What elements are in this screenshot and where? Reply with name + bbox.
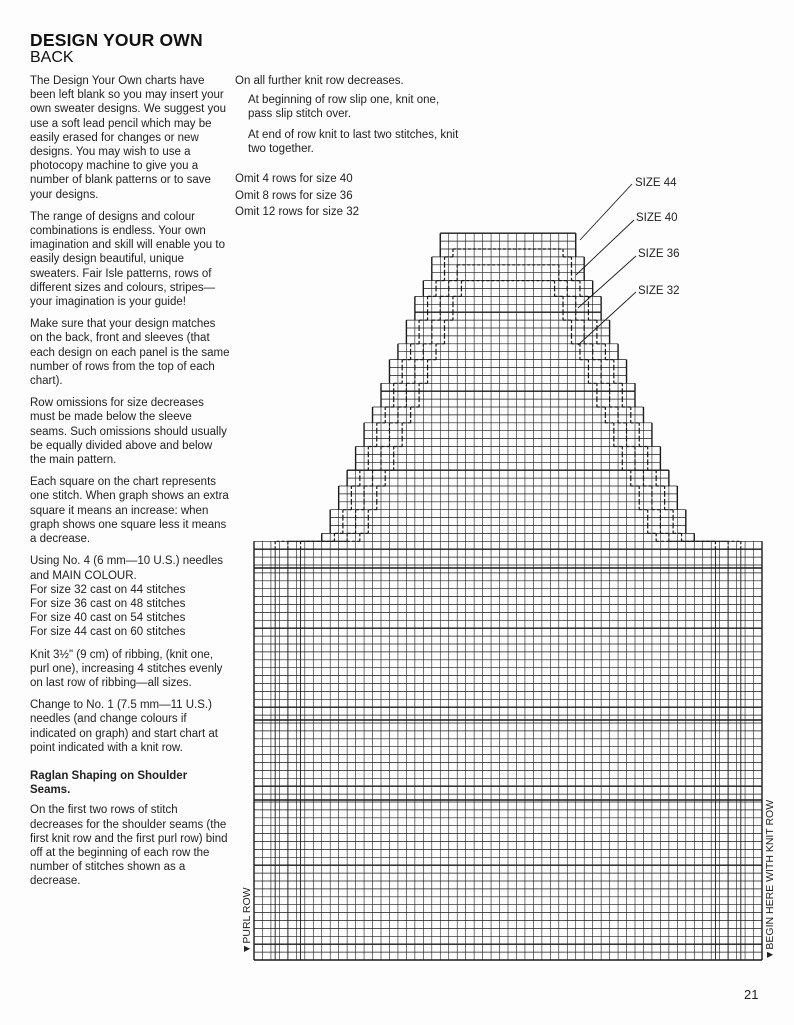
cast-on-32: For size 32 cast on 44 stitches [30,583,186,596]
raglan-heading: Raglan Shaping on Shoulder Seams. [30,769,188,797]
omit-size-36: Omit 8 rows for size 36 [235,189,353,202]
needles-line: Using No. 4 (6 mm—10 U.S.) needles and MAIN COLOUR. [30,555,224,582]
purl-row-label: ▼PURL ROW [241,887,253,954]
page-number: 21 [744,987,759,1002]
cast-on-40: For size 40 cast on 54 stitches [30,612,186,625]
size-44-label: SIZE 44 [635,177,677,189]
cast-on-36: For size 36 cast on 48 stitches [30,597,186,610]
omit-size-32: Omit 12 rows for size 32 [235,206,359,218]
size-36-label: SIZE 36 [638,248,680,260]
omit-size-40: Omit 4 rows for size 40 [235,173,353,185]
graph-grid [254,233,762,960]
range-paragraph: The range of designs and colour combinations is endless. Your own imagination and skill will enable you to easily design beautiful, unique sweaters. Fair Isle patterns, rows of different sizes and colours, stripes—your imagination is your guide! [30,210,225,309]
omission-paragraph: Row omissions for size decreases must be made below the sleeve seams. Such omissions should usually be equally divided above and below the main pattern. [30,397,227,467]
change-needles-paragraph: Change to No. 1 (7.5 mm—11 U.S.) needles (and change colours if indicated on graph) and start chart at point indicated with a knit row. [30,699,218,754]
decrease-step-2: At end of row knit to last two stitches, knit two together. [248,128,459,155]
begin-knit-row-label: ▼BEGIN HERE WITH KNIT ROW [764,799,776,960]
intro-paragraph: The Design Your Own charts have been left blank so you may insert your own sweater designs. We suggest you use a soft lead pencil which may be easily erased for changes or new designs. You may wish to use a photocopy machine to give you a number of blank patterns or to save your designs. [30,75,227,201]
decrease-step-1: At beginning of row slip one, knit one, pass slip stitch over. [248,94,440,121]
square-paragraph: Each square on the chart represents one stitch. When graph shows an extra square it means an increase: when graph shows one square less it means a decrease. [30,476,229,546]
page-subtitle: BACK [30,49,74,66]
ribbing-paragraph: Knit 3½" (9 cm) of ribbing, (knit one, purl one), increasing 4 stitches evenly on last row of ribbing—all sizes. [30,648,223,689]
size-44-leader [580,184,632,240]
size-leader-lines [576,184,636,345]
raglan-paragraph: On the first two rows of stitch decreases for the shoulder seams (the first knit row and the first purl row) bind off at the beginning of each row the number of stitches shown as a decrease. [30,804,228,888]
size-32-label: SIZE 32 [638,285,680,297]
page-title: DESIGN YOUR OWN [30,30,203,50]
size-40-label: SIZE 40 [636,212,678,224]
size-40-leader [576,220,634,275]
cast-on-44: For size 44 cast on 60 stitches [30,626,186,639]
match-paragraph: Make sure that your design matches on the back, front and sleeves (that each design on each panel is the same number of rows from the top of each chart). [30,318,230,388]
decrease-intro: On all further knit row decreases. [235,75,404,87]
